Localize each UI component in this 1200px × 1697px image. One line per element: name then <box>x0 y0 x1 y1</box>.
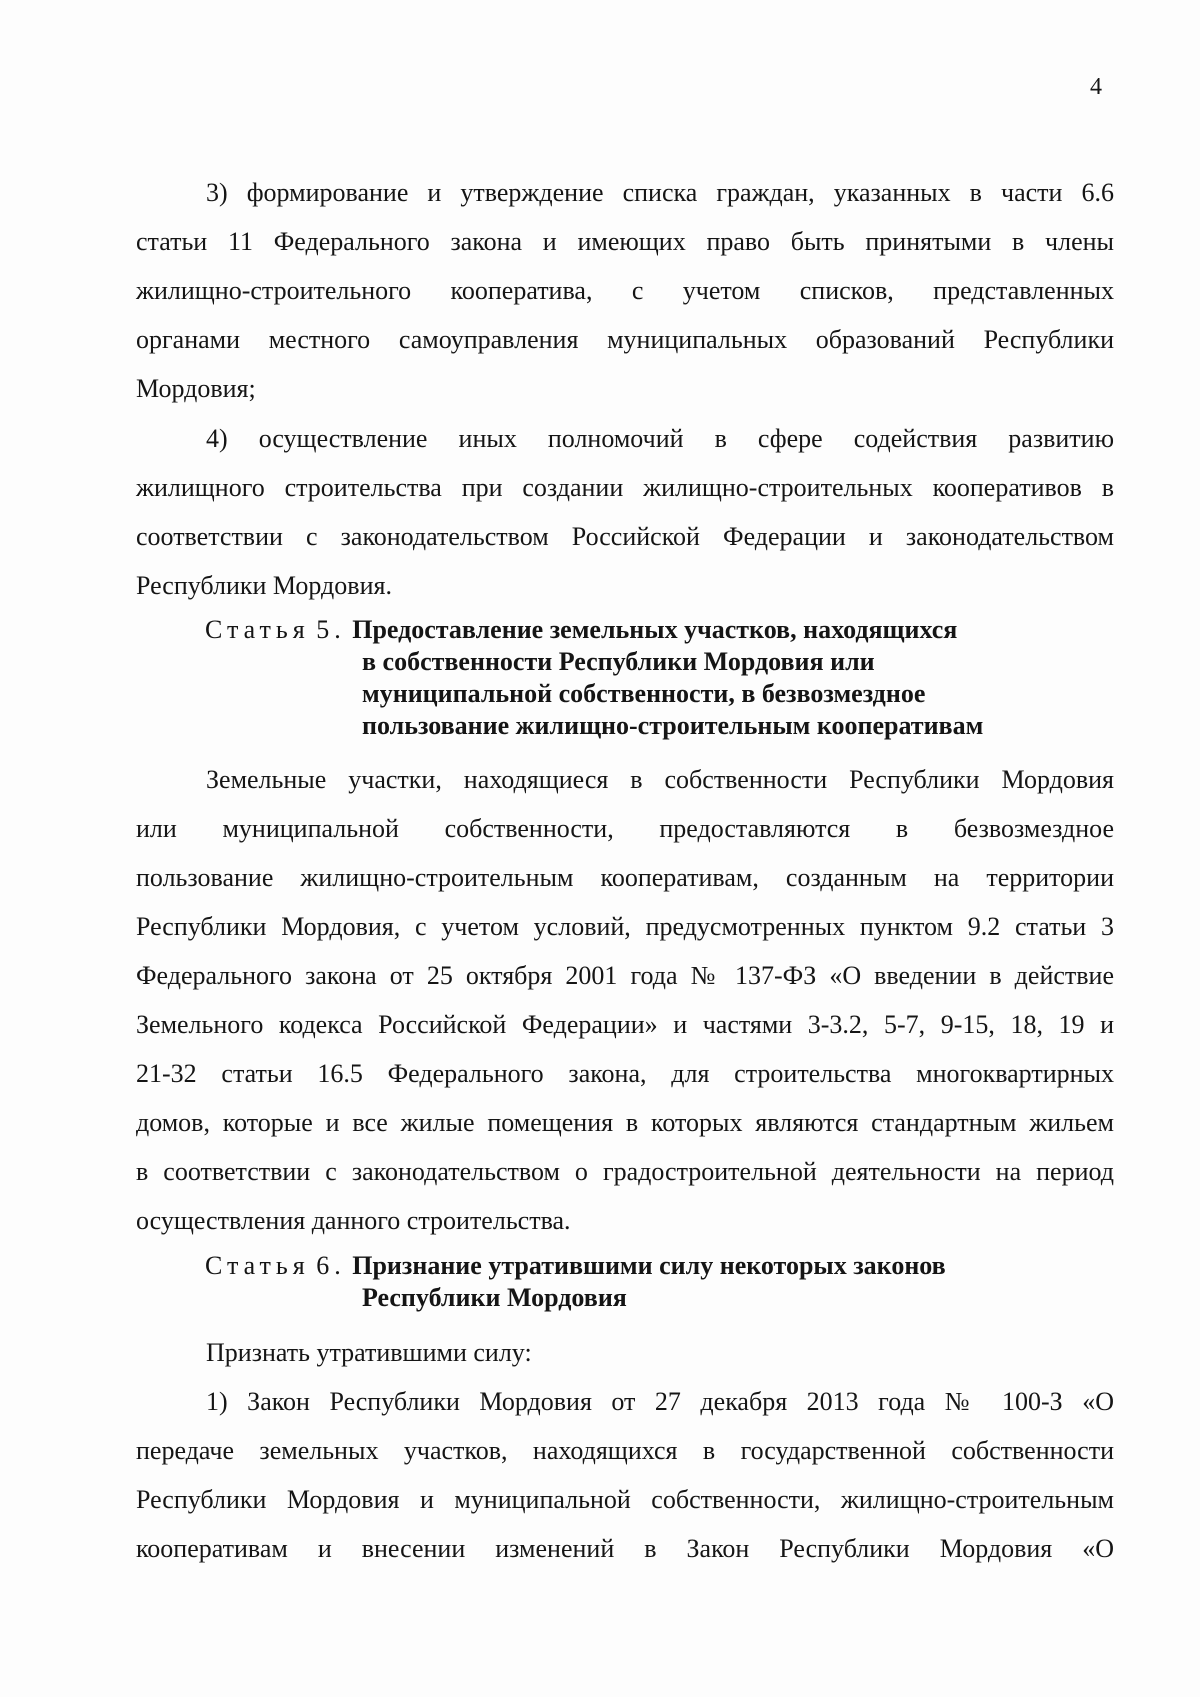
text-line: Республики Мордовия, с учетом условий, предусмотренных пунктом 9.2 статьи 3 <box>136 912 1114 941</box>
text-line: Земельного кодекса Российской Федерации» и частями 3-3.2, 5-7, 9-15, 18, 19 и <box>136 1010 1114 1039</box>
article-title-line: Признание утратившими силу некоторых законов <box>352 1251 946 1280</box>
text-line: жилищного строительства при создании жилищно-строительных кооперативов в <box>136 473 1114 502</box>
article-5-heading <box>205 614 983 742</box>
paragraph-item-4 <box>136 414 1114 610</box>
article-6-intro <box>136 1328 1114 1377</box>
paragraph-item-1 <box>136 1377 1114 1573</box>
text-line: соответствии с законодательством Российской Федерации и законодательством <box>136 522 1114 551</box>
text-line: домов, которые и все жилые помещения в которых являются стандартным жильем <box>136 1108 1114 1137</box>
text-line: 4) осуществление иных полномочий в сфере содействия развитию <box>206 424 1114 453</box>
text-line: Признать утратившими силу: <box>206 1338 532 1367</box>
text-line: Республики Мордовия и муниципальной собственности, жилищно-строительным <box>136 1485 1114 1514</box>
text-line: или муниципальной собственности, предоставляются в безвозмездное <box>136 814 1114 843</box>
text-line: осуществления данного строительства. <box>136 1206 571 1235</box>
article-title-line: Предоставление земельных участков, находящихся <box>352 615 958 644</box>
article-label: Статья <box>205 615 310 644</box>
text-line: кооперативам и внесении изменений в Закон Республики Мордовия «О <box>136 1534 1114 1563</box>
text-line: Республики Мордовия. <box>136 571 392 600</box>
article-title-line: пользование жилищно-строительным кооперативам <box>362 711 984 740</box>
article-number: 6. <box>316 1251 346 1280</box>
text-line: жилищно-строительного кооператива, с учетом списков, представленных <box>136 276 1114 305</box>
page-number: 4 <box>1090 74 1102 100</box>
paragraph-item-3 <box>136 168 1114 413</box>
article-title-line: Республики Мордовия <box>362 1283 627 1312</box>
article-title-line: муниципальной собственности, в безвозмездное <box>362 679 926 708</box>
text-line: в соответствии с законодательством о градостроительной деятельности на период <box>136 1157 1114 1186</box>
text-line: пользование жилищно-строительным кооперативам, созданным на территории <box>136 863 1114 892</box>
text-line: органами местного самоуправления муниципальных образований Республики <box>136 325 1114 354</box>
text-line: 21-32 статьи 16.5 Федерального закона, для строительства многоквартирных <box>136 1059 1114 1088</box>
text-line: 3) формирование и утверждение списка граждан, указанных в части 6.6 <box>206 178 1114 207</box>
article-label: Статья <box>205 1251 310 1280</box>
text-line: Земельные участки, находящиеся в собственности Республики Мордовия <box>206 765 1114 794</box>
text-line: Мордовия; <box>136 374 256 403</box>
article-number: 5. <box>316 615 346 644</box>
text-line: передаче земельных участков, находящихся в государственной собственности <box>136 1436 1114 1465</box>
article-5-body <box>136 755 1114 1245</box>
text-line: статьи 11 Федерального закона и имеющих право быть принятыми в члены <box>136 227 1114 256</box>
article-6-heading <box>205 1250 946 1314</box>
article-title-line: в собственности Республики Мордовия или <box>362 647 875 676</box>
text-line: 1) Закон Республики Мордовия от 27 декабря 2013 года № 100-З «О <box>206 1387 1114 1416</box>
text-line: Федерального закона от 25 октября 2001 года № 137-ФЗ «О введении в действие <box>136 961 1114 990</box>
